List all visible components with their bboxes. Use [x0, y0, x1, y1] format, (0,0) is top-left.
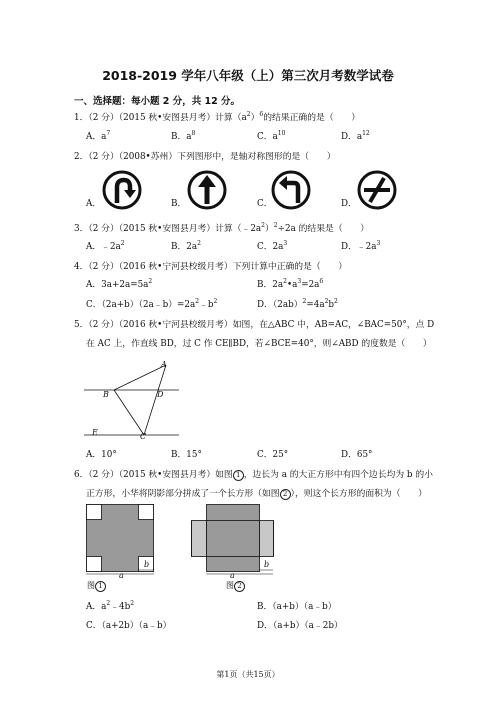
q1-option-b[interactable]: B．$a^8$	[171, 130, 196, 142]
fig2-caption: 图 2	[226, 580, 245, 592]
q2-option-b[interactable]: B．	[171, 199, 187, 209]
u-turn-arrow-sign-icon	[102, 170, 142, 210]
q6-option-d[interactable]: D．（a+b）（a﹣2b）	[257, 621, 343, 631]
q3-option-d[interactable]: D．$﹣2a^3$	[341, 240, 381, 252]
q3-option-c[interactable]: C．$2a^3$	[257, 240, 288, 252]
question-1-stem: 1．（2 分）（2015 秋•安图县月考）计算$(a^2)^6$的结果正确的是（ ）	[74, 111, 361, 123]
question-4-stem: 4．（2 分）（2016 秋•宁河县校级月考）下列计算中正确的是（ ）	[74, 262, 348, 272]
q1-option-c[interactable]: C．$a^{10}$	[257, 130, 286, 142]
point-label-e: E	[92, 428, 98, 437]
q4-option-a[interactable]: A．$3a+2a=5a^2$	[86, 278, 153, 290]
q1-option-d[interactable]: D．$a^{12}$	[341, 130, 370, 142]
question-5-line-2: 在 AC 上，作直线 BD，过 C 作 CE∥BD，若∠BCE=40°，则∠ABD 的度数是（ ）	[86, 339, 432, 349]
q4-option-b[interactable]: B．$2a^2•a^3=2a^6$	[257, 278, 324, 290]
fig1-side-a-label: a	[119, 571, 124, 580]
question-6-line-1: 6．（2 分）（2015 秋•安图县月考）如图 1 ，边长为 a 的大正方形中有四个边长均为 b 的小	[74, 470, 433, 480]
no-passing-sign-icon	[357, 170, 397, 210]
q2-option-a[interactable]: A．	[86, 199, 102, 209]
fig2-side-a-label: a	[230, 571, 235, 580]
point-label-a: A	[161, 360, 167, 369]
question-5-line-1: 5．（2 分）（2016 秋•宁河县校级月考）如图，在△ABC 中，AB=AC，∠BAC=50°，点 D	[74, 320, 435, 330]
fig1-caption: 图 1	[87, 580, 106, 592]
q6-option-c[interactable]: C．（a+2b）（a﹣b）	[86, 621, 172, 631]
triangle-figure	[84, 356, 184, 442]
q6-option-b[interactable]: B．（a+b）（a﹣b）	[257, 602, 337, 612]
q2-option-d[interactable]: D．	[341, 199, 357, 209]
fig2-side-b-label: b	[264, 560, 270, 569]
page-footer: 第1页（共15页）	[216, 670, 280, 679]
q5-option-a[interactable]: A．10°	[86, 450, 117, 460]
q6-option-a[interactable]: A．$a^2﹣4b^2$	[86, 600, 135, 612]
point-label-b: B	[103, 390, 109, 399]
q5-option-c[interactable]: C．25°	[257, 450, 289, 460]
q3-option-b[interactable]: B．$2a^2$	[171, 240, 201, 252]
q5-option-d[interactable]: D．65°	[341, 450, 373, 460]
q4-option-c[interactable]: C．$(2a+b)(2a﹣b)=2a^2﹣b^2$	[86, 298, 218, 310]
straight-arrow-sign-icon	[187, 170, 227, 210]
section-heading: 一、选择题：每小题 2 分，共 12 分。	[74, 96, 241, 107]
q1-option-a[interactable]: A．$a^7$	[86, 130, 111, 142]
point-label-d: D	[157, 390, 164, 399]
question-2-stem: 2．（2 分）（2008•苏州）下列图形中，是轴对称图形的是（ ）	[74, 152, 336, 162]
exam-title: 2018-2019 学年八年级（上）第三次月考数学试卷	[102, 68, 394, 83]
q2-option-c[interactable]: C．	[257, 199, 273, 209]
q3-option-a[interactable]: A．$﹣2a^2$	[86, 240, 125, 252]
left-turn-arrow-sign-icon	[271, 170, 311, 210]
q5-option-b[interactable]: B．15°	[171, 450, 202, 460]
question-6-line-2: 正方形，小华将阴影部分拼成了一个长方形（如图 2 ），则这个长方形的面积为（ ）	[86, 489, 427, 499]
fig1-side-b-label: b	[144, 560, 150, 569]
q4-option-d[interactable]: D．$(2ab)^2=4a^2b^2$	[257, 298, 338, 310]
figure-2-rectangle	[191, 504, 275, 576]
question-3-stem: 3．（2 分）（2015 秋•安图县月考）计算$(﹣2a^2)^2\div 2a$ 的结果是（ ）	[74, 222, 370, 234]
point-label-c: C	[140, 432, 147, 441]
